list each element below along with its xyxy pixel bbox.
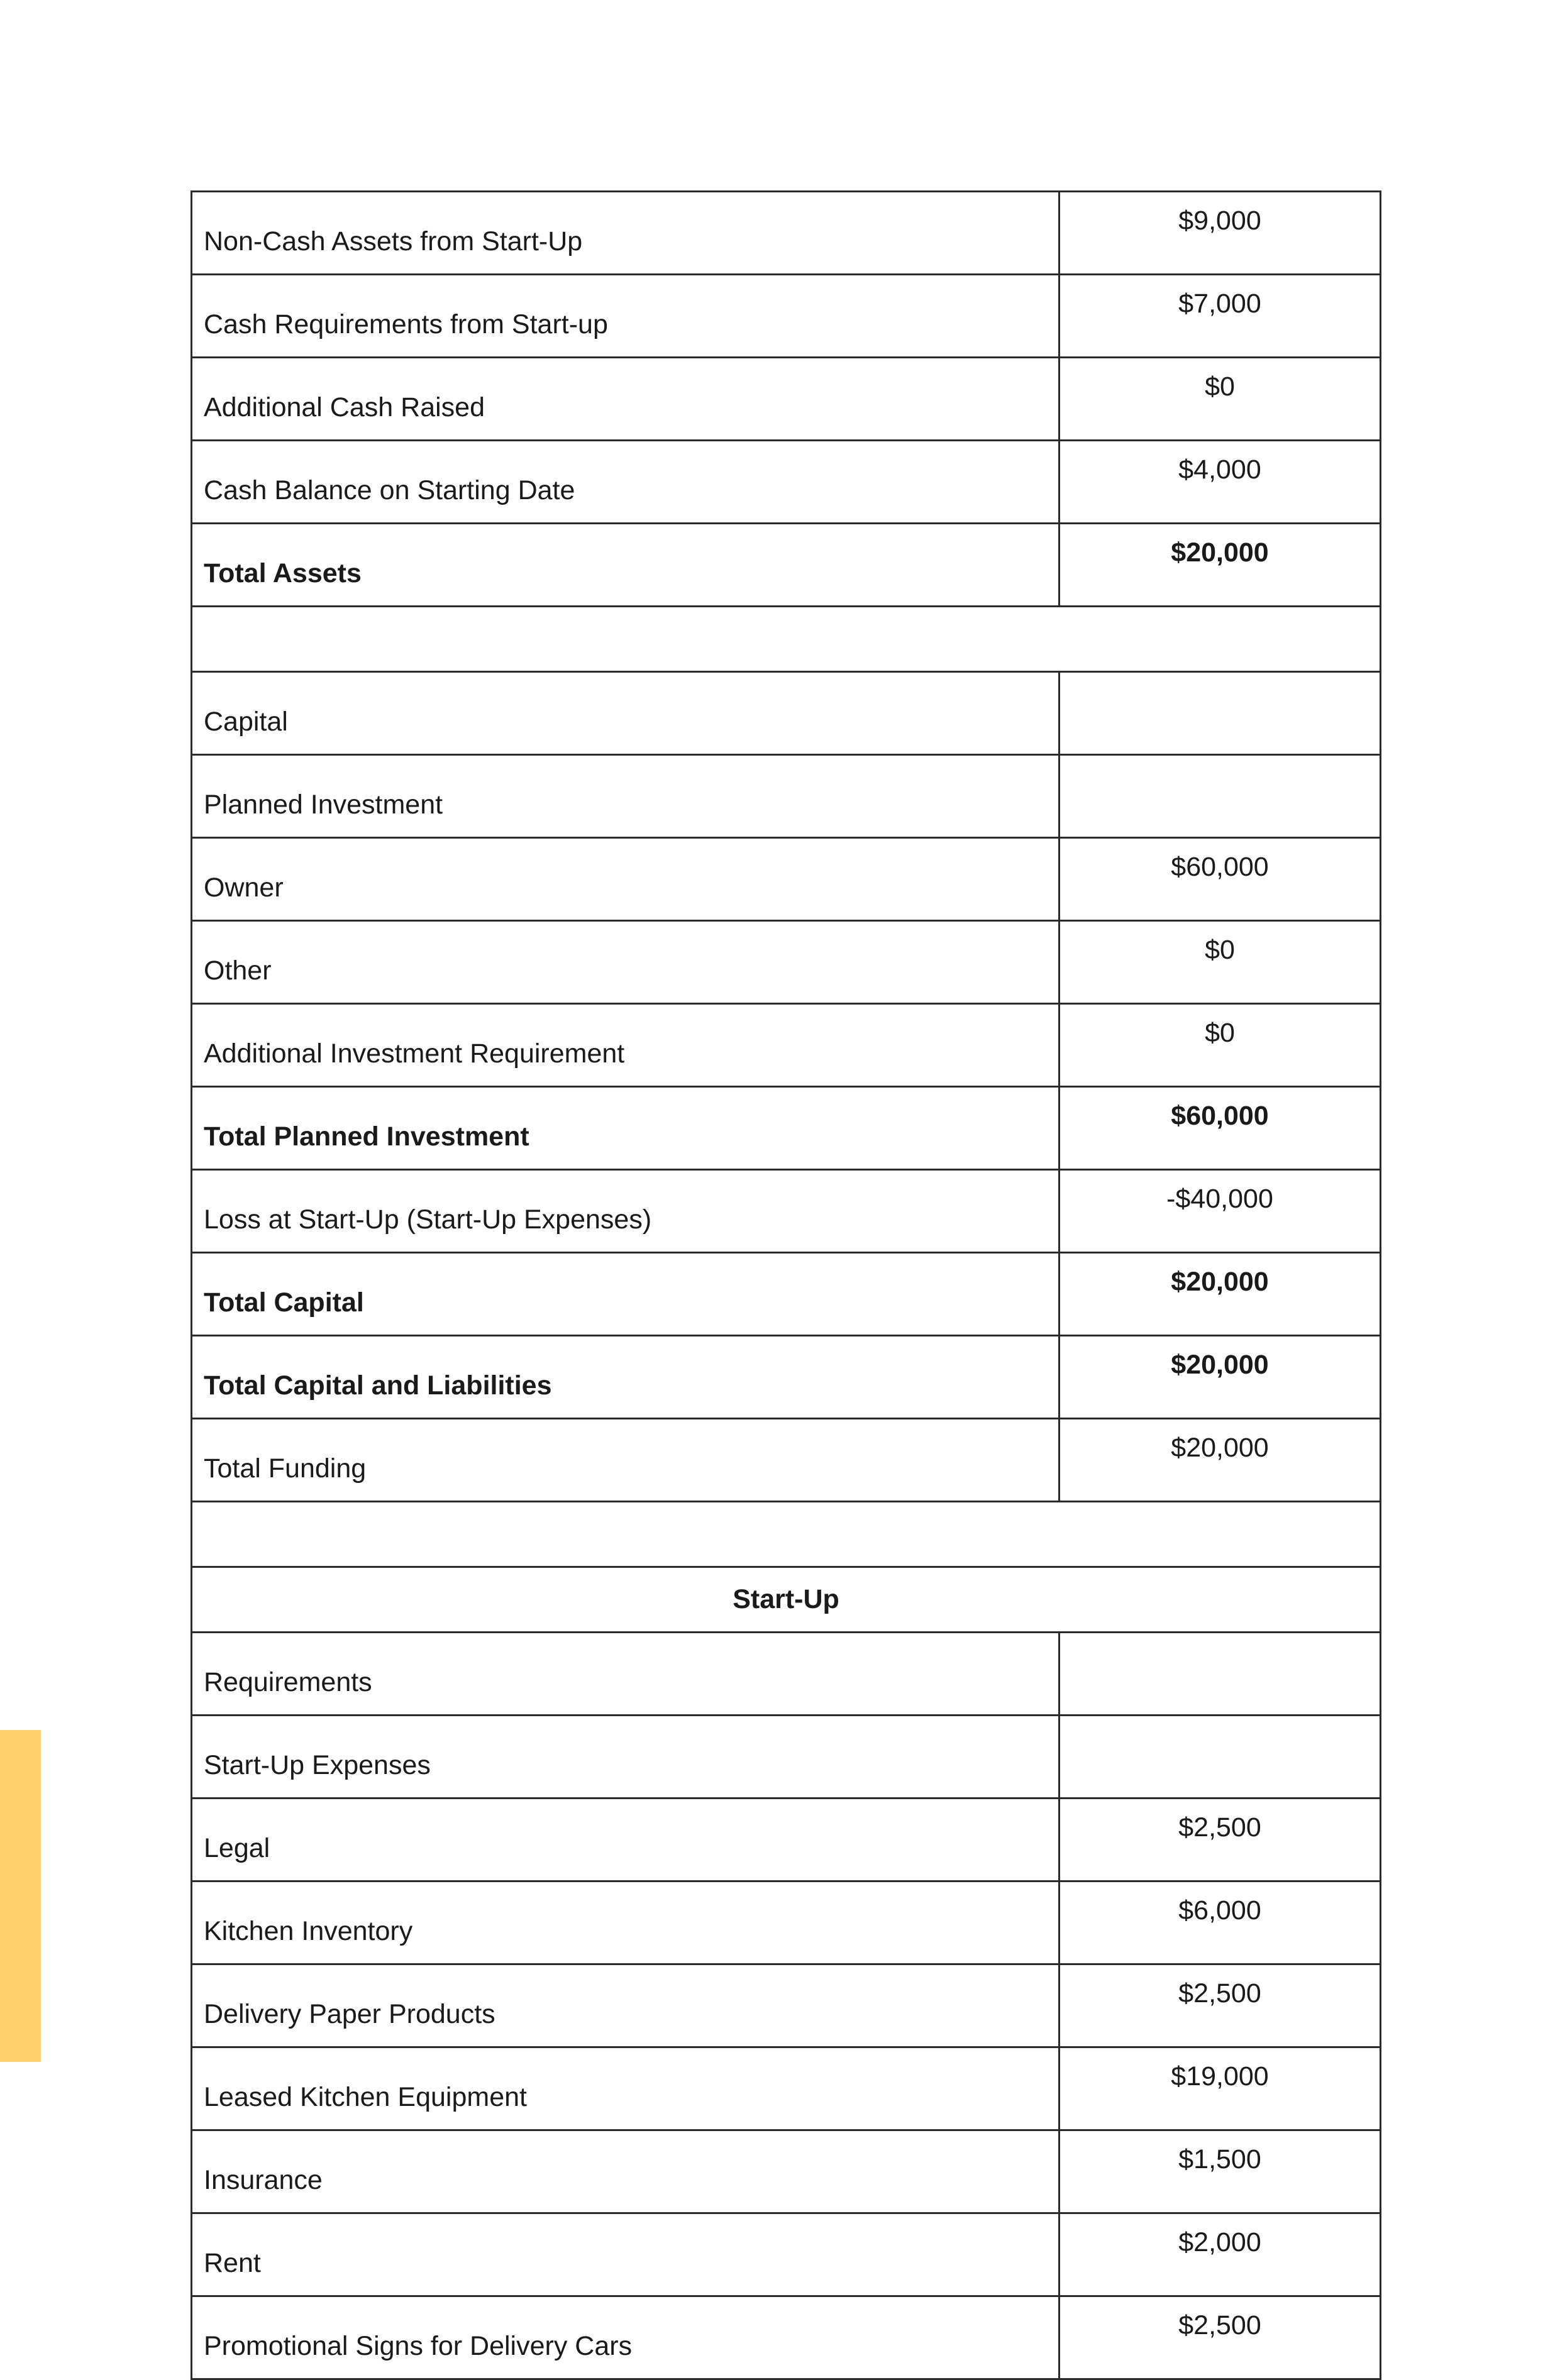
table-row [192, 1087, 1381, 1170]
row-value: $1,500 [1059, 2130, 1381, 2213]
section-heading-row [192, 1567, 1381, 1633]
row-label: Owner [192, 838, 1059, 921]
row-value: $2,500 [1059, 1799, 1381, 1881]
row-label: Total Capital [192, 1253, 1059, 1336]
table-row [192, 2130, 1381, 2213]
row-label: Cash Requirements from Start-up [192, 275, 1059, 358]
row-value: $0 [1059, 358, 1381, 441]
row-value: $20,000 [1059, 1253, 1381, 1336]
row-label: Rent [192, 2213, 1059, 2296]
row-label: Total Planned Investment [192, 1087, 1059, 1170]
table-row [192, 1964, 1381, 2047]
table-row [192, 1336, 1381, 1419]
table-row [192, 921, 1381, 1004]
row-label: Total Assets [192, 524, 1059, 607]
table-row [192, 1170, 1381, 1253]
table-row [192, 441, 1381, 524]
row-label: Requirements [192, 1633, 1059, 1716]
section-heading: Start-Up [192, 1567, 1381, 1633]
table-row [192, 2047, 1381, 2130]
table-row [192, 1633, 1381, 1716]
table-row [192, 1253, 1381, 1336]
table-row [192, 1716, 1381, 1799]
row-label: Additional Cash Raised [192, 358, 1059, 441]
row-value: $20,000 [1059, 524, 1381, 607]
accent-bar [0, 1730, 41, 2062]
row-label: Cash Balance on Starting Date [192, 441, 1059, 524]
row-value: $20,000 [1059, 1419, 1381, 1502]
spacer-cell [192, 1502, 1381, 1567]
row-value [1059, 672, 1381, 755]
row-label: Start-Up Expenses [192, 1716, 1059, 1799]
table-row [192, 1419, 1381, 1502]
row-value: $7,000 [1059, 275, 1381, 358]
table-body [192, 192, 1381, 2379]
row-value: $0 [1059, 921, 1381, 1004]
table-row [192, 524, 1381, 607]
row-label: Delivery Paper Products [192, 1964, 1059, 2047]
row-label: Kitchen Inventory [192, 1881, 1059, 1964]
table-row [192, 2296, 1381, 2379]
row-value: $4,000 [1059, 441, 1381, 524]
row-label: Total Funding [192, 1419, 1059, 1502]
table-row [192, 275, 1381, 358]
row-label: Loss at Start-Up (Start-Up Expenses) [192, 1170, 1059, 1253]
spacer-row [192, 607, 1381, 672]
table-row [192, 358, 1381, 441]
row-label: Promotional Signs for Delivery Cars [192, 2296, 1059, 2379]
table-row [192, 1004, 1381, 1087]
row-label: Capital [192, 672, 1059, 755]
row-label: Insurance [192, 2130, 1059, 2213]
row-label: Total Capital and Liabilities [192, 1336, 1059, 1419]
row-value: $6,000 [1059, 1881, 1381, 1964]
row-value: $60,000 [1059, 1087, 1381, 1170]
row-value: $60,000 [1059, 838, 1381, 921]
table-row [192, 192, 1381, 275]
row-label: Other [192, 921, 1059, 1004]
table-row [192, 1799, 1381, 1881]
table-row [192, 2213, 1381, 2296]
spacer-cell [192, 607, 1381, 672]
spacer-row [192, 1502, 1381, 1567]
table-row [192, 672, 1381, 755]
row-label: Leased Kitchen Equipment [192, 2047, 1059, 2130]
row-value: $2,500 [1059, 1964, 1381, 2047]
row-value: $2,500 [1059, 2296, 1381, 2379]
row-value: $0 [1059, 1004, 1381, 1087]
row-value: $2,000 [1059, 2213, 1381, 2296]
row-value: $19,000 [1059, 2047, 1381, 2130]
row-value: -$40,000 [1059, 1170, 1381, 1253]
row-value: $20,000 [1059, 1336, 1381, 1419]
row-value [1059, 755, 1381, 838]
table-row [192, 1881, 1381, 1964]
row-label: Legal [192, 1799, 1059, 1881]
row-label: Additional Investment Requirement [192, 1004, 1059, 1087]
row-value: $9,000 [1059, 192, 1381, 275]
row-value [1059, 1716, 1381, 1799]
row-value [1059, 1633, 1381, 1716]
table-row [192, 838, 1381, 921]
row-label: Non-Cash Assets from Start-Up [192, 192, 1059, 275]
row-label: Planned Investment [192, 755, 1059, 838]
table-row [192, 755, 1381, 838]
financial-table [191, 190, 1381, 2380]
